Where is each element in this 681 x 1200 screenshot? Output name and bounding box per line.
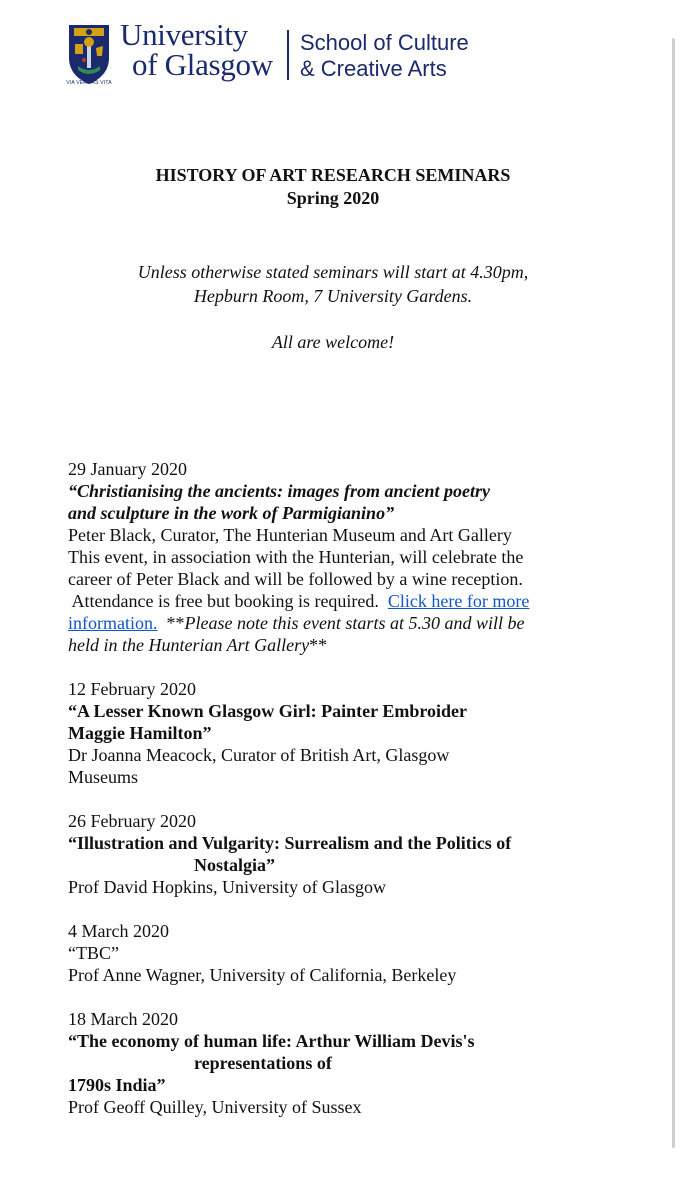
seminar-title-line1: “Illustration and Vulgarity: Surrealism and the Politics of [68, 833, 512, 853]
seminar-date: 29 January 2020 [68, 459, 187, 479]
university-name-line2: of Glasgow [132, 47, 273, 82]
header-divider [287, 30, 289, 80]
seminar-description-line2: career of Peter Black and will be followed by a wine reception. [68, 569, 523, 589]
seminar-speaker-line1: Dr Joanna Meacock, Curator of British Art, Glasgow [68, 745, 450, 765]
seminar-title-line1: “The economy of human life: Arthur William Devis's [68, 1031, 475, 1051]
crest-motto: VIA VERITAS VITA [66, 80, 112, 86]
seminar-speaker-line2: Museums [68, 767, 139, 787]
booking-text: Attendance is free but booking is required. [68, 591, 388, 611]
more-info-link[interactable]: Click here for more [387, 591, 530, 611]
seminar-speaker: Prof David Hopkins, University of Glasgow [68, 877, 386, 897]
seminar-title-line2: Nostalgia” [194, 855, 275, 875]
seminar-title-line1: “Christianising the ancients: images from ancient poetry [68, 481, 491, 501]
school-name-line1: School of Culture [300, 30, 469, 55]
venue-note-line1: Please note this event starts at 5.30 and will be [184, 613, 525, 633]
university-name-line1: University [120, 17, 248, 52]
seminar-description-line1: This event, in association with the Hunterian, will celebrate the [68, 547, 524, 567]
seminar-title-line2: representations of [194, 1053, 332, 1073]
seminar-title-line2: and sculpture in the work of Parmigianino” [68, 503, 395, 523]
seminar-description-line5 [68, 634, 608, 656]
seminar-speaker: Peter Black, Curator, The Hunterian Museum and Art Gallery [68, 525, 512, 545]
intro-line1: Unless otherwise stated seminars will start at 4.30pm, [137, 262, 529, 282]
venue-note-line2: held in the Hunterian Art Gallery [68, 635, 310, 655]
university-header [66, 17, 626, 92]
seminar-description-line3 [68, 590, 608, 612]
scrollbar[interactable] [672, 38, 675, 1148]
seminar-title-line1: “A Lesser Known Glasgow Girl: Painter Embroider [68, 701, 467, 721]
seminar-item [68, 1008, 608, 1118]
seminar-title: “TBC” [68, 943, 119, 963]
school-name [300, 30, 469, 82]
seminar-date: 18 March 2020 [68, 1009, 178, 1029]
university-crest-icon [66, 22, 112, 88]
seminar-date: 4 March 2020 [68, 921, 169, 941]
seminar-item [68, 920, 608, 986]
page-title-line2: Spring 2020 [286, 188, 380, 208]
seminar-description-line4 [68, 612, 608, 634]
note-prefix: ** [157, 613, 185, 633]
seminar-item [68, 810, 608, 898]
seminar-item [68, 458, 608, 656]
seminar-title-line2: Maggie Hamilton” [68, 723, 212, 743]
seminar-speaker: Prof Anne Wagner, University of California, Berkeley [68, 965, 457, 985]
seminar-title-line3: 1790s India” [68, 1075, 166, 1095]
seminar-item [68, 678, 608, 788]
more-info-link-continued[interactable]: information. [68, 613, 158, 633]
intro-text [0, 260, 666, 354]
university-name [120, 17, 273, 82]
welcome-text: All are welcome! [271, 332, 395, 352]
seminar-date: 26 February 2020 [68, 811, 196, 831]
page-title-line1: HISTORY OF ART RESEARCH SEMINARS [155, 165, 511, 185]
page-title [0, 164, 666, 210]
seminar-list [68, 458, 608, 1140]
note-suffix: ** [309, 635, 328, 655]
school-name-line2: & Creative Arts [300, 56, 447, 81]
intro-line2: Hepburn Room, 7 University Gardens. [193, 286, 473, 306]
seminar-speaker: Prof Geoff Quilley, University of Sussex [68, 1097, 362, 1117]
seminar-date: 12 February 2020 [68, 679, 196, 699]
